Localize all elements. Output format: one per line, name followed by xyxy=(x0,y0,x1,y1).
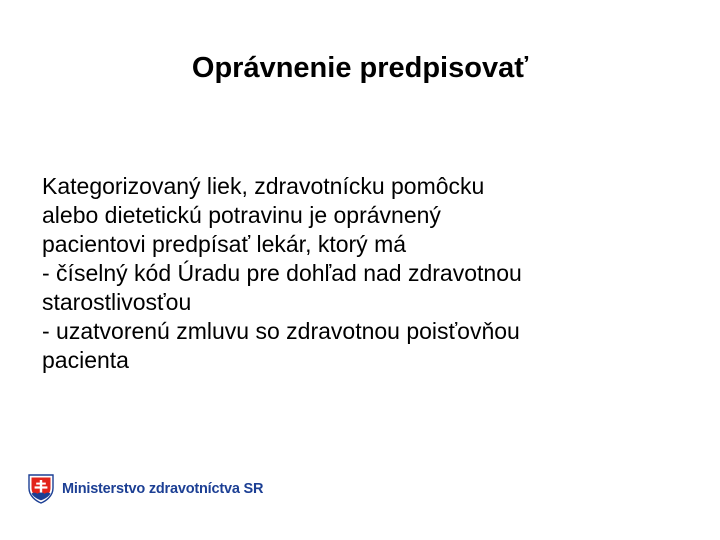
body-line: - uzatvorenú zmluvu so zdravotnou poisťovňou xyxy=(42,318,520,344)
body-line: alebo dietetickú potravinu je oprávnený xyxy=(42,202,441,228)
ministry-logo xyxy=(28,474,263,504)
slide-body xyxy=(42,172,702,375)
slide-title: Oprávnenie predpisovať xyxy=(191,52,529,84)
body-line: pacientovi predpísať lekár, ktorý má xyxy=(42,231,407,257)
ministry-name: Ministerstvo zdravotníctva SR xyxy=(62,481,264,497)
body-line: starostlivosťou xyxy=(42,289,192,315)
body-line: - číselný kód Úradu pre dohľad nad zdravotnou xyxy=(42,260,522,286)
body-line: Kategorizovaný liek, zdravotnícku pomôcku xyxy=(42,173,485,199)
body-line: pacienta xyxy=(42,347,129,373)
slovak-coat-of-arms-icon xyxy=(28,474,54,504)
